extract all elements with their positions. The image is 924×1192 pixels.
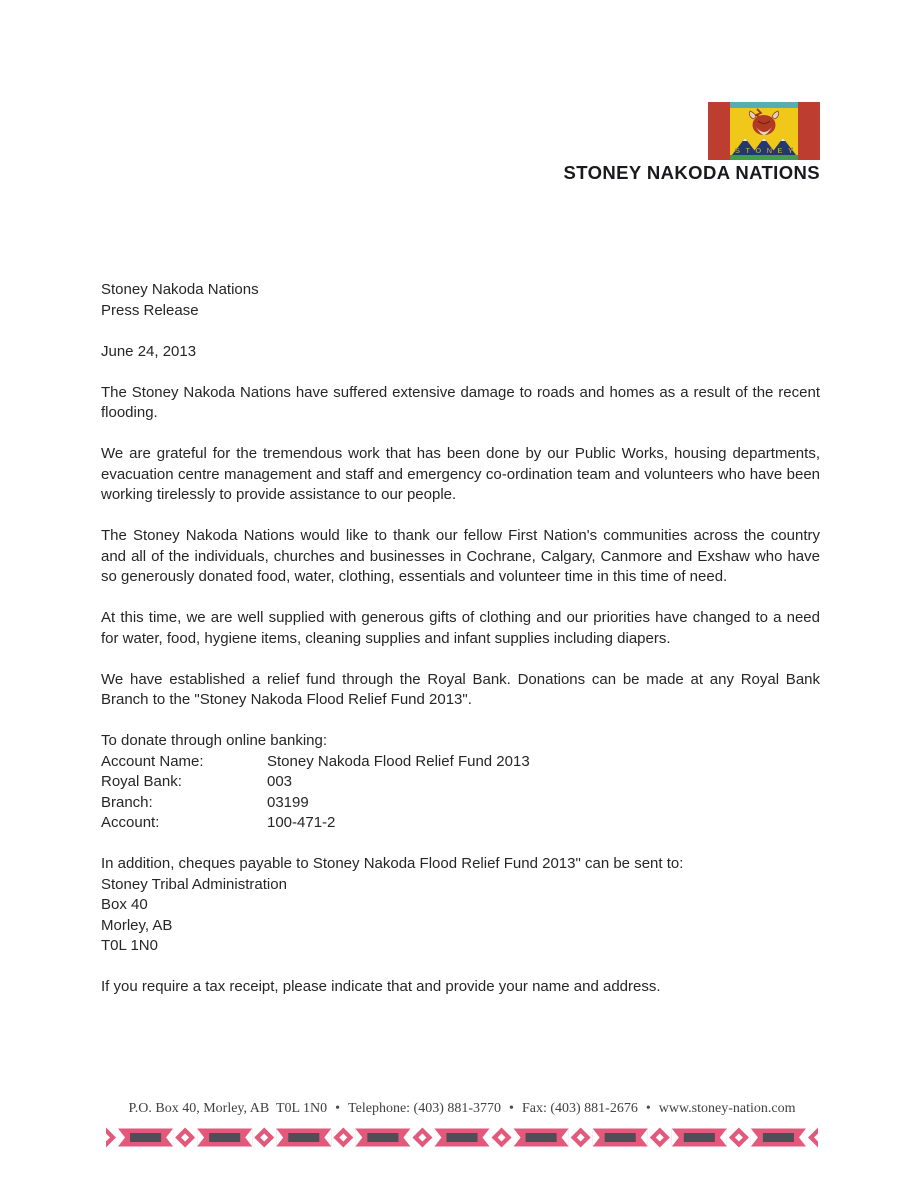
mailing-line: Morley, AB (101, 916, 173, 934)
stoney-nakoda-flag-logo (708, 102, 820, 160)
bank-detail-row (101, 772, 820, 793)
bank-detail-row (101, 752, 820, 773)
sender-name: Stoney Nakoda Nations (101, 281, 259, 298)
paragraph-priorities: At this time, we are well supplied with generous gifts of clothing and our priorities have changed to a need for water, food, hygiene items, cleaning supplies and infant supplies including diapers. (101, 609, 820, 647)
paragraph-relief-fund: We have established a relief fund through the Royal Bank. Donations can be made at any Royal Bank Branch to the "Stoney Nakoda Flood Relief Fund 2013". (101, 670, 820, 708)
bullet-separator-icon: • (645, 1101, 651, 1116)
paragraph-gratitude: We are grateful for the tremendous work that has been done by our Public Works, housing departments, evacuation centre management and staff and emergency co-ordination team and volunteers who have been working tirelessly to provide assistance to our people. (101, 445, 820, 503)
bullet-separator-icon: • (509, 1101, 514, 1116)
bank-detail-row (101, 793, 820, 814)
mailing-line: Box 40 (101, 896, 148, 913)
bank-detail-label: Royal Bank: (101, 773, 182, 790)
flag-green-stripe (730, 155, 798, 160)
bank-detail-value: 100-471-2 (267, 814, 336, 831)
mailing-intro: In addition, cheques payable to Stoney Nakoda Flood Relief Fund 2013" can be sent to: (101, 855, 684, 872)
mailing-line: T0L 1N0 (101, 937, 158, 954)
flag-red-bar-right (798, 102, 820, 160)
bank-detail-label: Branch: (101, 793, 153, 811)
org-name-title: STONEY NAKODA NATIONS (563, 162, 820, 183)
bank-detail-value: 03199 (267, 793, 309, 811)
closing-line: If you require a tax receipt, please indicate that and provide your name and address. (101, 978, 661, 995)
paragraph-flood-damage: The Stoney Nakoda Nations have suffered extensive damage to roads and homes as a result of the recent flooding. (101, 383, 820, 421)
letter-heading-block (101, 280, 820, 321)
footer-telephone: Telephone: (403) 881-3770 (348, 1101, 502, 1116)
bank-detail-label: Account Name: (101, 752, 204, 770)
bank-detail-label: Account: (101, 814, 160, 831)
bank-detail-value: Stoney Nakoda Flood Relief Fund 2013 (267, 752, 530, 770)
banking-details-block (101, 731, 820, 834)
footer-website: www.stoney-nation.com (658, 1101, 796, 1116)
bank-detail-value: 003 (267, 773, 293, 790)
mailing-address-block (101, 854, 820, 957)
footer-fax: Fax: (403) 881-2676 (521, 1101, 638, 1116)
letter-date: June 24, 2013 (101, 342, 197, 360)
footer-contact-line (0, 1101, 924, 1117)
banking-intro: To donate through online banking: (101, 732, 328, 749)
bullet-separator-icon: • (335, 1101, 341, 1116)
bank-detail-row (101, 813, 820, 834)
decorative-ribbon-border (106, 1124, 818, 1151)
flag-teal-stripe (730, 102, 798, 108)
flag-red-bar-left (708, 102, 730, 160)
letter-body (101, 280, 820, 1018)
flag-letters: STONEY (735, 146, 793, 155)
mailing-line: Stoney Tribal Administration (101, 875, 287, 893)
footer-address: P.O. Box 40, Morley, AB T0L 1N0 (128, 1101, 328, 1116)
paragraph-thanks-communities: The Stoney Nakoda Nations would like to thank our fellow First Nation's communities across the country and all of the individuals, churches and businesses in Cochrane, Calgary, Canmore and Exshaw who have so generously donated food, water, clothing, essentials and volunteer time in this time of need. (101, 527, 820, 585)
document-type: Press Release (101, 301, 199, 319)
